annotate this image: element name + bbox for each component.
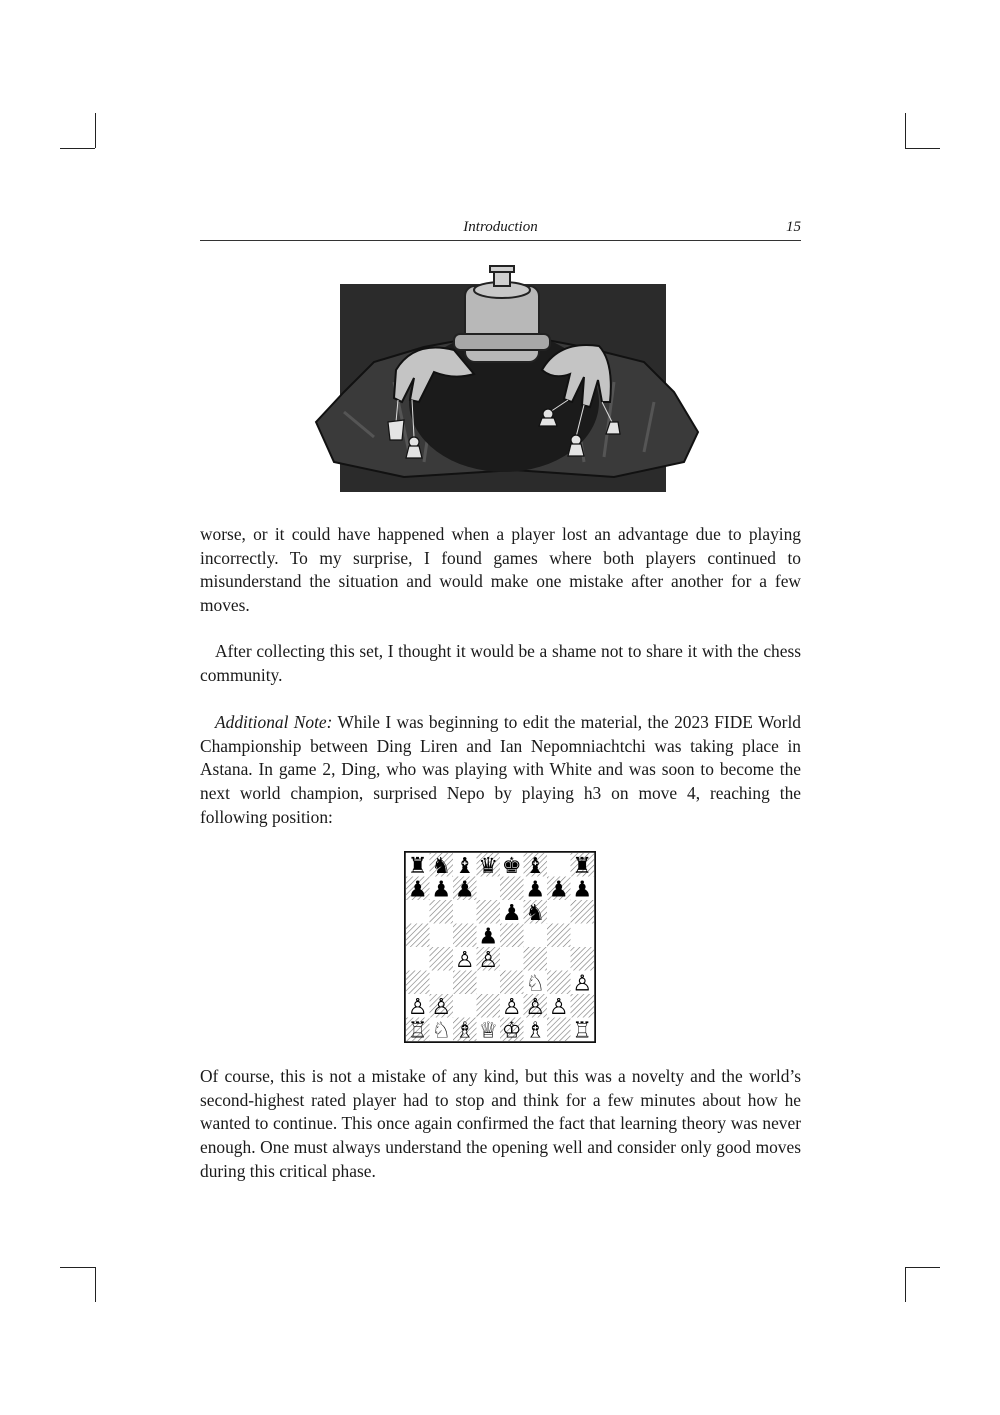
white-rook-a1: ♖ — [407, 1018, 428, 1043]
white-bishop-c1: ♗ — [454, 1018, 475, 1043]
black-rook-a8: ♜ — [407, 853, 428, 879]
white-king-e1: ♔ — [501, 1018, 522, 1043]
crop-mark — [905, 1267, 940, 1268]
black-queen-d8: ♛ — [478, 853, 499, 879]
white-knight-f3: ♘ — [525, 971, 546, 997]
white-pawn-g2: ♙ — [548, 994, 569, 1020]
black-knight-b8: ♞ — [431, 853, 452, 879]
crop-mark — [95, 1267, 96, 1302]
white-pawn-d4: ♙ — [478, 947, 499, 973]
dark-square — [406, 924, 430, 948]
dark-square — [547, 971, 571, 995]
black-pawn-h7: ♟ — [572, 877, 593, 903]
white-bishop-f1: ♗ — [525, 1018, 546, 1043]
dark-square — [430, 900, 454, 924]
dark-square — [571, 994, 595, 1018]
white-pawn-f2: ♙ — [525, 994, 546, 1020]
black-pawn-e6: ♟ — [501, 900, 522, 926]
dark-square — [477, 900, 501, 924]
dark-square — [524, 947, 548, 971]
black-knight-f6: ♞ — [525, 900, 546, 926]
chess-diagram — [404, 851, 596, 1043]
dark-square — [453, 924, 477, 948]
crop-mark — [60, 148, 95, 149]
paragraph-4: Of course, this is not a mistake of any kind, but this was a novelty and the world’s second-highest rated player had to stop and think for a few minutes about how he wanted to continue. This once again confirmed the fact that learning theory was never enough. One must always understand the opening well and consider only good moves during this critical phase. — [200, 1066, 801, 1181]
dark-square — [571, 900, 595, 924]
white-rook-h1: ♖ — [572, 1018, 593, 1043]
black-pawn-a7: ♟ — [407, 877, 428, 903]
white-pawn-c4: ♙ — [454, 947, 475, 973]
paragraph-3-body: While I was beginning to edit the material, the 2023 FIDE World Championship between Ding Liren and Ian Nepomniachtchi was taking place in Astana. In game 2, Ding, who was playing with White and was soon to become the next world champion, surprised Nepo by playing h3 on move 4, reaching the following position: — [200, 712, 801, 827]
king-puppeteer-illustration — [314, 262, 700, 494]
dark-square — [406, 971, 430, 995]
black-bishop-c8: ♝ — [454, 853, 475, 879]
dark-square — [477, 994, 501, 1018]
dark-square — [571, 947, 595, 971]
black-rook-h8: ♜ — [572, 853, 593, 879]
white-pawn-b2: ♙ — [431, 994, 452, 1020]
black-bishop-f8: ♝ — [525, 853, 546, 879]
additional-note-label: Additional Note: — [215, 712, 333, 732]
crop-mark — [60, 1267, 95, 1268]
black-pawn-b7: ♟ — [431, 877, 452, 903]
dark-square — [500, 877, 524, 901]
crop-mark — [905, 1267, 906, 1302]
paragraph-2: After collecting this set, I thought it would be a shame not to share it with the chess community. — [200, 641, 801, 685]
white-knight-b1: ♘ — [431, 1018, 452, 1043]
white-queen-d1: ♕ — [478, 1018, 499, 1043]
white-pawn-e2: ♙ — [501, 994, 522, 1020]
black-king-e8: ♚ — [501, 853, 522, 879]
paragraph-1: worse, or it could have happened when a player lost an advantage due to playing incorrectly. To my surprise, I found games where both players continued to misunderstand the situation and would make one mistake after another for a few moves. — [200, 524, 801, 616]
running-head-title: Introduction — [463, 219, 538, 235]
dark-square — [547, 924, 571, 948]
black-pawn-c7: ♟ — [454, 877, 475, 903]
dark-square — [453, 971, 477, 995]
dark-square — [430, 947, 454, 971]
white-pawn-h3: ♙ — [572, 971, 593, 997]
black-pawn-f7: ♟ — [525, 877, 546, 903]
crop-mark — [905, 148, 940, 149]
running-head — [200, 218, 801, 241]
dark-square — [500, 924, 524, 948]
chess-board — [404, 851, 596, 1043]
black-pawn-g7: ♟ — [548, 877, 569, 903]
page-number: 15 — [786, 219, 801, 235]
white-pawn-a2: ♙ — [407, 994, 428, 1020]
dark-square — [500, 971, 524, 995]
crop-mark — [95, 113, 96, 148]
black-pawn-d5: ♟ — [478, 924, 499, 950]
crop-mark — [905, 113, 906, 148]
paragraph-3 — [200, 711, 801, 830]
dark-square — [547, 1018, 571, 1042]
